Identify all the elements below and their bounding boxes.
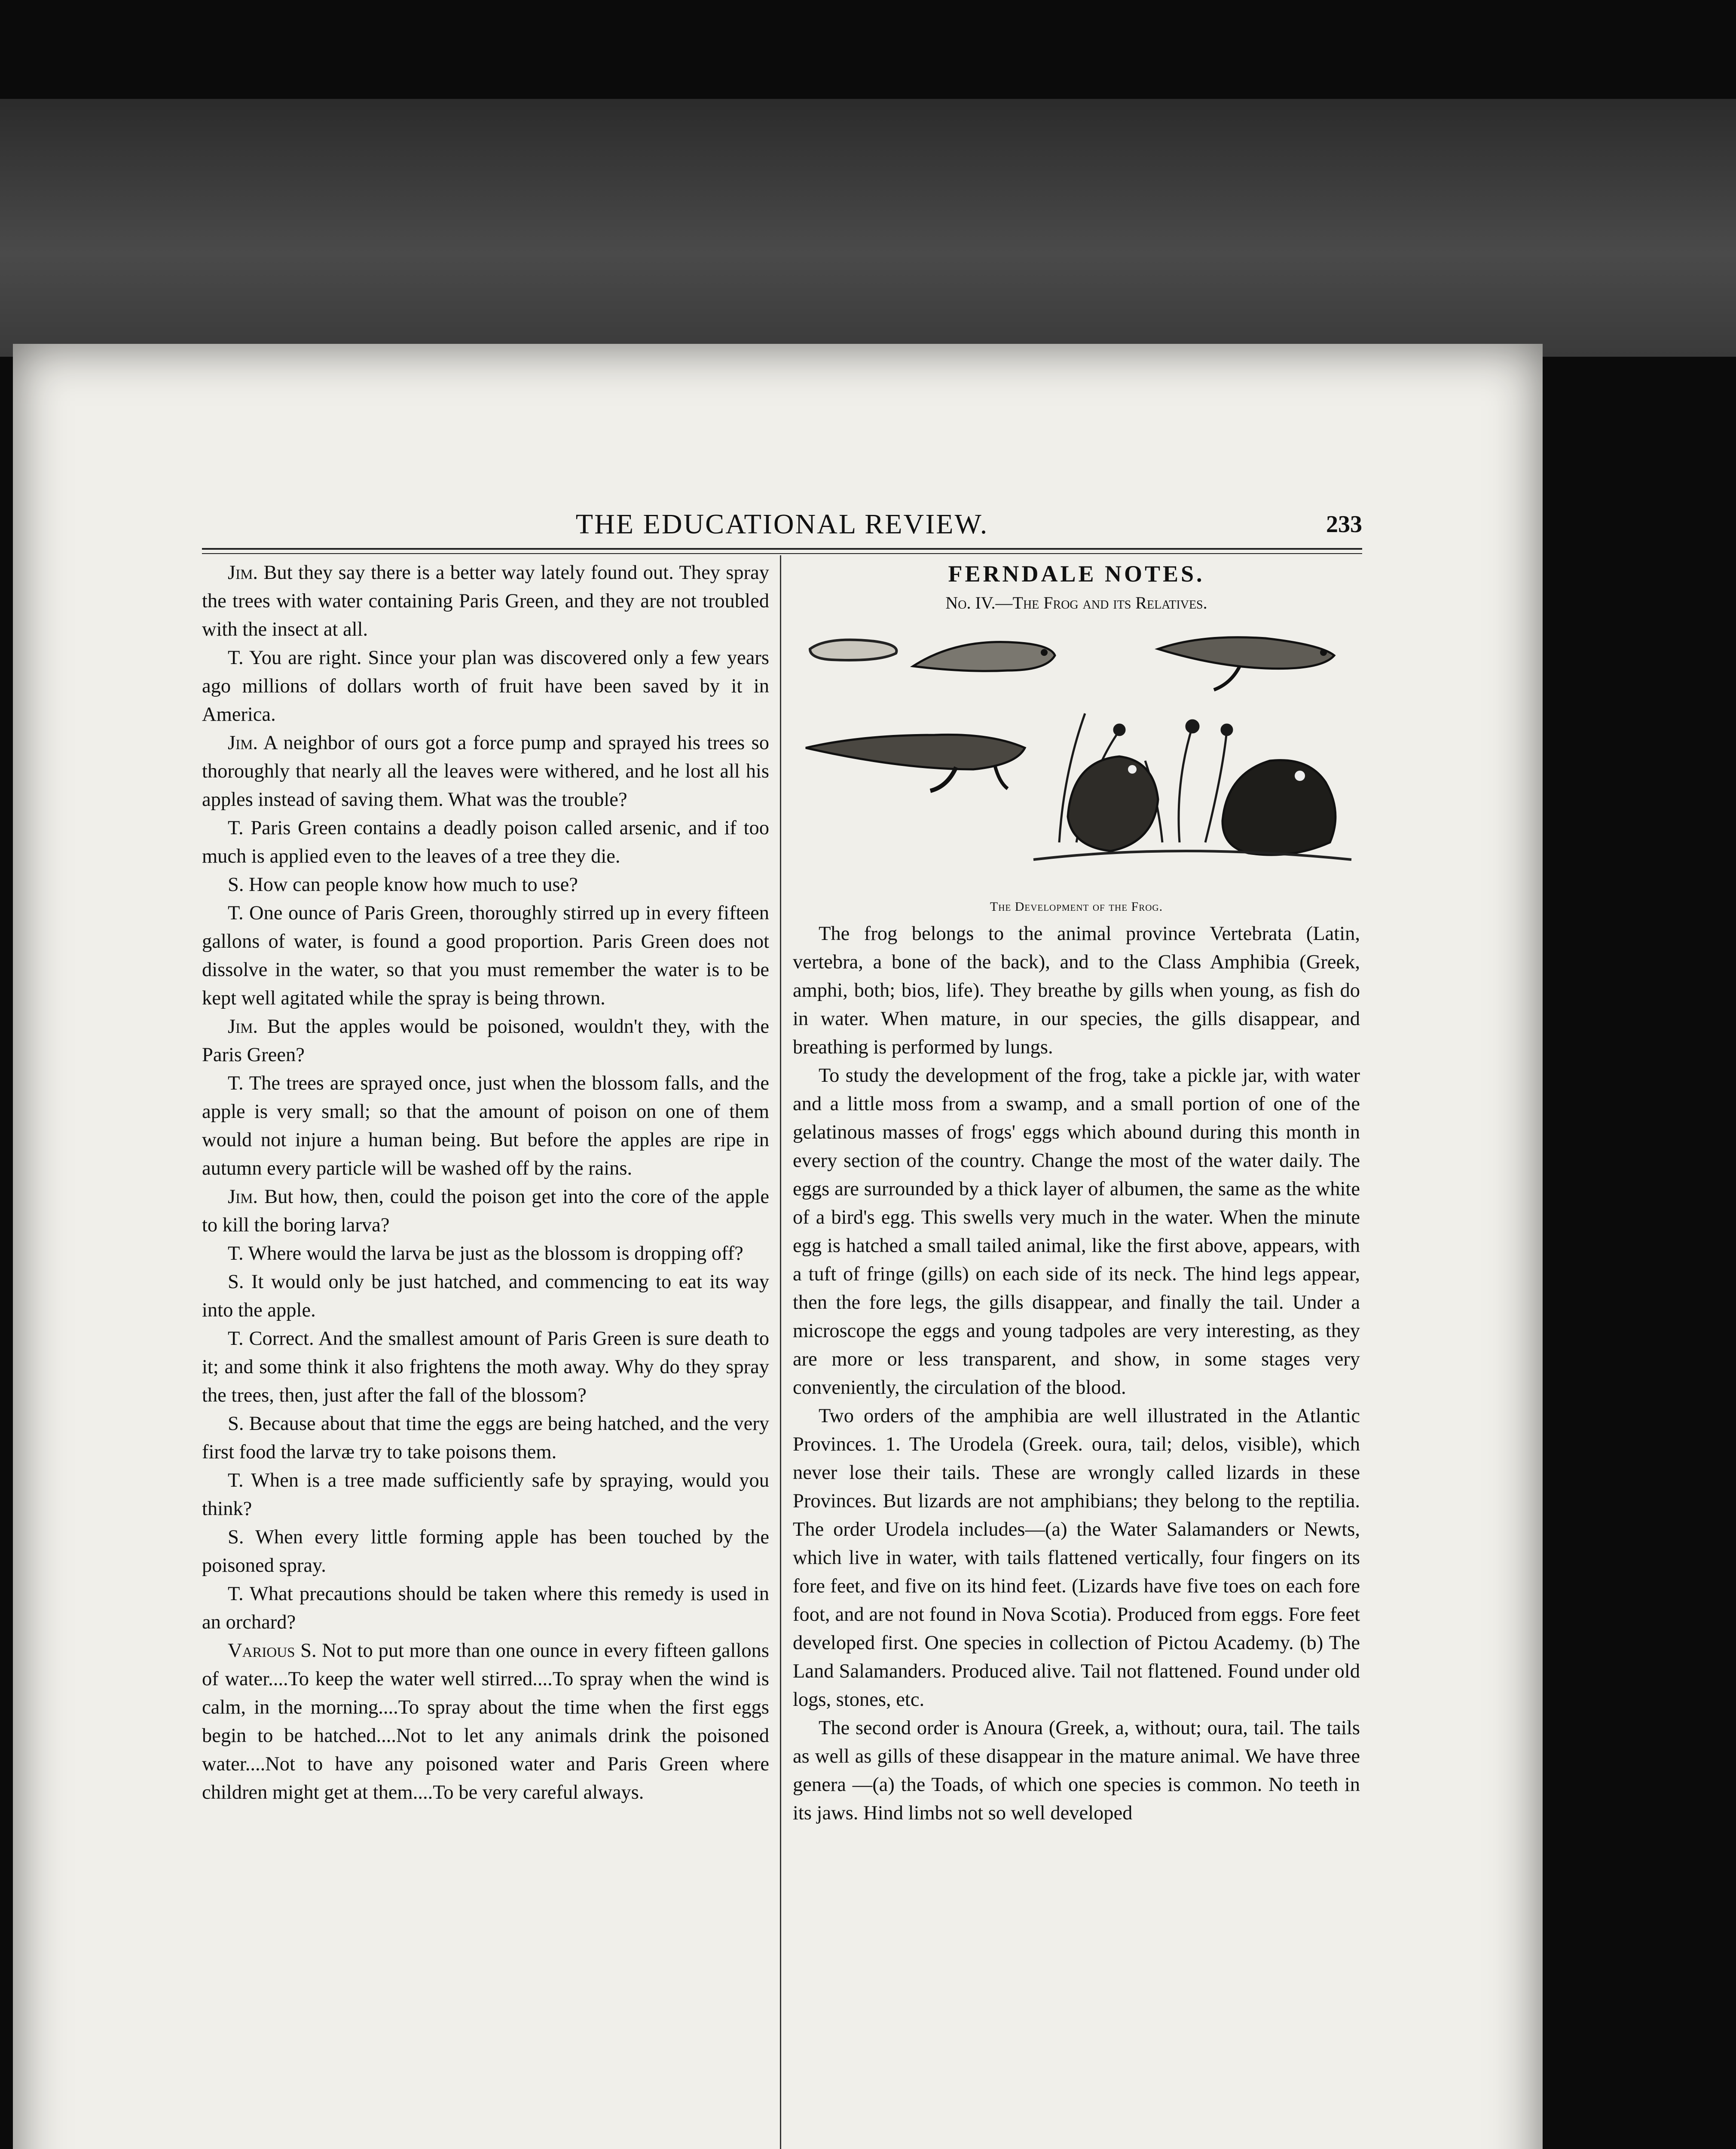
section-title: FERNDALE NOTES. xyxy=(948,561,1205,587)
pen-reflection xyxy=(1384,2136,1736,2149)
column-divider xyxy=(780,555,781,2149)
section-subtitle: No. IV.—The Frog and its Relatives. xyxy=(945,593,1207,612)
dialogue-paragraph: T. Correct. And the smallest amount of Paris Green is sure death to it; and some think it also frightens the moth away. Why do they spray the trees, then, just after the fall of the blossom? xyxy=(202,1328,770,1406)
article-paragraph: To study the development of the frog, take a pickle jar, with water and a little moss from a swamp, and a small portion of one of the gelatinous masses of frogs' eggs which abound during this month in every section of the country. Change the most of the water daily. The eggs are surrounded by a thick layer of albumen, the same as the white of a bird's egg. This swells very much in the water. When the minute egg is hatched a small tailed animal, like the first above, appears, with a tuft of fringe (gills) on each side of its neck. The hind legs appear, then the fore legs, the gills disappear, and finally the tail. Under a microscope the eggs and young tadpoles are very interesting, as they are more or less transparent, and show, in some stages very conveniently, the circulation of the blood. xyxy=(793,1065,1360,1399)
dialogue-paragraph: Jim. But they say there is a better way lately found out. They spray the trees with water containing Paris Green, and they are not troubled with the insect at all. xyxy=(202,562,770,640)
dialogue-paragraph: T. Paris Green contains a deadly poison called arsenic, and if too much is applied even to the leaves of a tree they die. xyxy=(202,817,770,867)
dialogue-paragraph: T. Where would the larva be just as the blossom is dropping off? xyxy=(228,1243,743,1264)
article-paragraph: Two orders of the amphibia are well illustrated in the Atlantic Provinces. 1. The Urodela (Greek. oura, tail; delos, visible), which never lose their tails. These are wrongly called lizards in these Provinces. But lizards are not amphibians; they belong to the reptilia. The order Urodela includes—(a) the Water Salamanders or Newts, which live in water, with tails flattened vertically, four fingers on its fore feet, and five on its hind feet. (Lizards have five toes on each fore foot, and are not found in Nova Scotia). Produced from eggs. Fore feet developed first. One species in collection of Pictou Academy. (b) The Land Salamanders. Produced alive. Tail not flattened. Found under old logs, stones, etc. xyxy=(793,1405,1360,1711)
adult-frog xyxy=(1223,760,1336,855)
young-frog xyxy=(1068,756,1158,851)
tadpole-stage-4 xyxy=(806,735,1025,791)
dialogue-paragraph: T. The trees are sprayed once, just when the blossom falls, and the apple is very small; so that the amount of poison on one of them would not injure a human being. But before the apples are ripe in autumn every particle will be washed off by the rains. xyxy=(202,1072,769,1179)
scanned-page xyxy=(13,344,1543,2149)
figure-caption: The Development of the Frog. xyxy=(990,900,1163,914)
dialogue-paragraph: S. When every little forming apple has been touched by the poisoned spray. xyxy=(202,1526,769,1577)
frog-development-illustration xyxy=(793,619,1360,894)
dialogue-paragraph: Jim. But how, then, could the poison get into the core of the apple to kill the boring larva? xyxy=(202,1186,770,1236)
header-rule xyxy=(202,548,1362,554)
dialogue-paragraph: T. One ounce of Paris Green, thoroughly stirred up in every fifteen gallons of water, is found a good proportion. Paris Green does not dissolve in the water, so that you must remember the water is to be kept well agitated while the spray is being thrown. xyxy=(202,902,770,1009)
dialogue-paragraph: Various S. Not to put more than one ounce in every fifteen gallons of water....To keep the water well stirred....To spray when the wind is calm, in the morning....To spray about the time when the first eggs begin to be hatched....Not to let any animals drink the poisoned water....Not to have any poisoned water and Paris Green where children might get at them....To be very careful always. xyxy=(202,1640,769,1803)
dialogue-paragraph: T. What precautions should be taken where this remedy is used in an orchard? xyxy=(202,1583,769,1633)
dialogue-paragraph: Jim. A neighbor of ours got a force pump and sprayed his trees so thoroughly that nearly all the leaves were withered, and he lost all his apples instead of saving them. What was the trouble? xyxy=(202,732,769,811)
journal-title: THE EDUCATIONAL REVIEW. xyxy=(575,508,989,540)
article-paragraph: The second order is Anoura (Greek, a, without; oura, tail. The tails as well as gills of these disappear in the mature animal. We have three genera —(a) the Toads, of which one species is common. No teeth in its jaws. Hind limbs not so well developed xyxy=(793,1717,1360,1824)
tadpole-stage-2 xyxy=(913,642,1055,671)
dialogue-paragraph: T. When is a tree made sufficiently safe by spraying, would you think? xyxy=(202,1469,769,1520)
tadpole-stage-1 xyxy=(810,640,896,660)
dialogue-paragraph: S. Because about that time the eggs are being hatched, and the very first food the larvæ try to take poisons them. xyxy=(202,1413,769,1463)
dialogue-paragraph: T. You are right. Since your plan was discovered only a few years ago millions of dollars worth of fruit have been saved by it in America. xyxy=(202,647,769,726)
dialogue-paragraph: S. It would only be just hatched, and commencing to eat its way into the apple. xyxy=(202,1271,769,1321)
running-head xyxy=(202,507,1362,542)
left-column xyxy=(202,559,769,1807)
tadpole-stage-3 xyxy=(1158,637,1334,690)
article-paragraph: The frog belongs to the animal province Vertebrata (Latin, vertebra, a bone of the back), and to the Class Amphibia (Greek, amphi, both; bios, life). They breathe by gills when young, as fish do in water. When mature, in our species, the gills disappear, and breathing is performed by lungs. xyxy=(793,923,1360,1058)
page-number: 233 xyxy=(1326,511,1362,538)
dialogue-paragraph: S. How can people know how much to use? xyxy=(228,874,578,896)
right-column xyxy=(793,559,1360,1828)
microfilm-background-band xyxy=(0,99,1736,357)
page-content xyxy=(202,507,1362,2149)
dialogue-paragraph: Jim. But the apples would be poisoned, wouldn't they, with the Paris Green? xyxy=(202,1016,769,1066)
